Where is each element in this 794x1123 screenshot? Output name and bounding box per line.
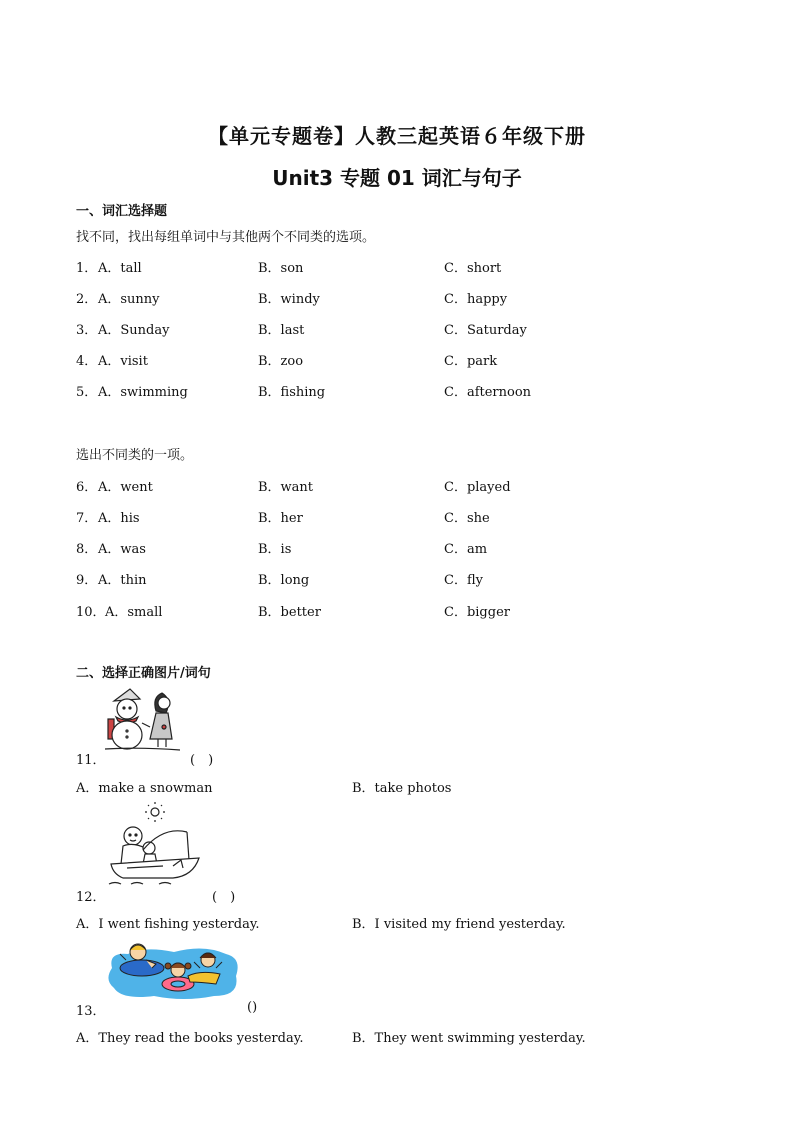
option-a[interactable]: A．tall — [98, 261, 142, 276]
question-number: 12． — [76, 890, 106, 905]
question-number: 1． — [76, 261, 98, 276]
option-b[interactable]: B．better — [258, 605, 321, 620]
option-b[interactable]: B．They went swimming yesterday. — [352, 1031, 586, 1046]
option-b[interactable]: B．I visited my friend yesterday. — [352, 917, 566, 932]
question-number: 4． — [76, 354, 98, 369]
question-number: 8． — [76, 542, 98, 557]
option-b[interactable]: B．son — [258, 261, 304, 276]
question-number: 6． — [76, 480, 98, 495]
section1-instruction1: 找不同，找出每组单词中与其他两个不同类的选项。 — [76, 230, 376, 245]
question-row — [76, 350, 716, 368]
option-a[interactable]: A．Sunday — [98, 323, 170, 338]
question-number: 11． — [76, 753, 106, 768]
question-row — [76, 476, 716, 494]
option-a[interactable]: A．thin — [98, 573, 147, 588]
option-b[interactable]: B．fishing — [258, 385, 326, 400]
question-row — [76, 257, 716, 275]
option-c[interactable]: C．afternoon — [444, 385, 532, 400]
option-a[interactable]: A．visit — [98, 354, 148, 369]
answer-blank[interactable]: ( ) — [212, 890, 236, 905]
option-b[interactable]: B．want — [258, 480, 314, 495]
option-c[interactable]: C．park — [444, 354, 498, 369]
option-a[interactable]: A．went — [98, 480, 153, 495]
option-a[interactable]: A．make a snowman — [76, 781, 213, 796]
question-row — [76, 538, 716, 556]
option-a[interactable]: A．was — [98, 542, 146, 557]
question-number: 5． — [76, 385, 98, 400]
question-number: 9． — [76, 573, 98, 588]
question-number: 3． — [76, 323, 98, 338]
page-subtitle: Unit3 专题 01 词汇与句子 — [272, 166, 522, 190]
section1-heading: 一、词汇选择题 — [76, 204, 168, 219]
section1-instruction2: 选出不同类的一项。 — [76, 448, 194, 463]
answer-blank[interactable]: ( ) — [190, 753, 214, 768]
question-number: 7． — [76, 511, 98, 526]
answer-blank[interactable]: () — [247, 1000, 258, 1015]
snowman-girl-picture — [100, 687, 182, 753]
option-b[interactable]: B．take photos — [352, 781, 452, 796]
question-row — [76, 601, 716, 619]
option-c[interactable]: C．bigger — [444, 605, 510, 620]
page-title: 【单元专题卷】人教三起英语６年级下册 — [208, 124, 586, 148]
option-c[interactable]: C．happy — [444, 292, 508, 307]
option-c[interactable]: C．am — [444, 542, 488, 557]
option-a[interactable]: A．swimming — [98, 385, 188, 400]
question-row — [76, 381, 716, 399]
option-b[interactable]: B．her — [258, 511, 303, 526]
option-a[interactable]: A．sunny — [98, 292, 160, 307]
option-a[interactable]: A．They read the books yesterday. — [76, 1031, 304, 1046]
question-row — [76, 507, 716, 525]
question-row — [76, 288, 716, 306]
question-number: 13． — [76, 1004, 106, 1019]
option-b[interactable]: B．long — [258, 573, 310, 588]
option-c[interactable]: C．fly — [444, 573, 483, 588]
option-c[interactable]: C．short — [444, 261, 502, 276]
option-c[interactable]: C．she — [444, 511, 490, 526]
option-b[interactable]: B．zoo — [258, 354, 304, 369]
question-number: 10． — [76, 605, 106, 620]
option-b[interactable]: B．last — [258, 323, 305, 338]
option-a[interactable]: A．small — [105, 605, 163, 620]
swimming-kids-picture — [104, 938, 242, 1002]
option-b[interactable]: B．is — [258, 542, 292, 557]
section2-heading: 二、选择正确图片/词句 — [76, 666, 211, 681]
fishing-boat-picture — [103, 802, 205, 886]
question-row — [76, 319, 716, 337]
option-c[interactable]: C．Saturday — [444, 323, 527, 338]
option-a[interactable]: A．his — [98, 511, 140, 526]
option-a[interactable]: A．I went fishing yesterday. — [76, 917, 260, 932]
option-b[interactable]: B．windy — [258, 292, 320, 307]
option-c[interactable]: C．played — [444, 480, 511, 495]
question-number: 2． — [76, 292, 98, 307]
question-row — [76, 569, 716, 587]
